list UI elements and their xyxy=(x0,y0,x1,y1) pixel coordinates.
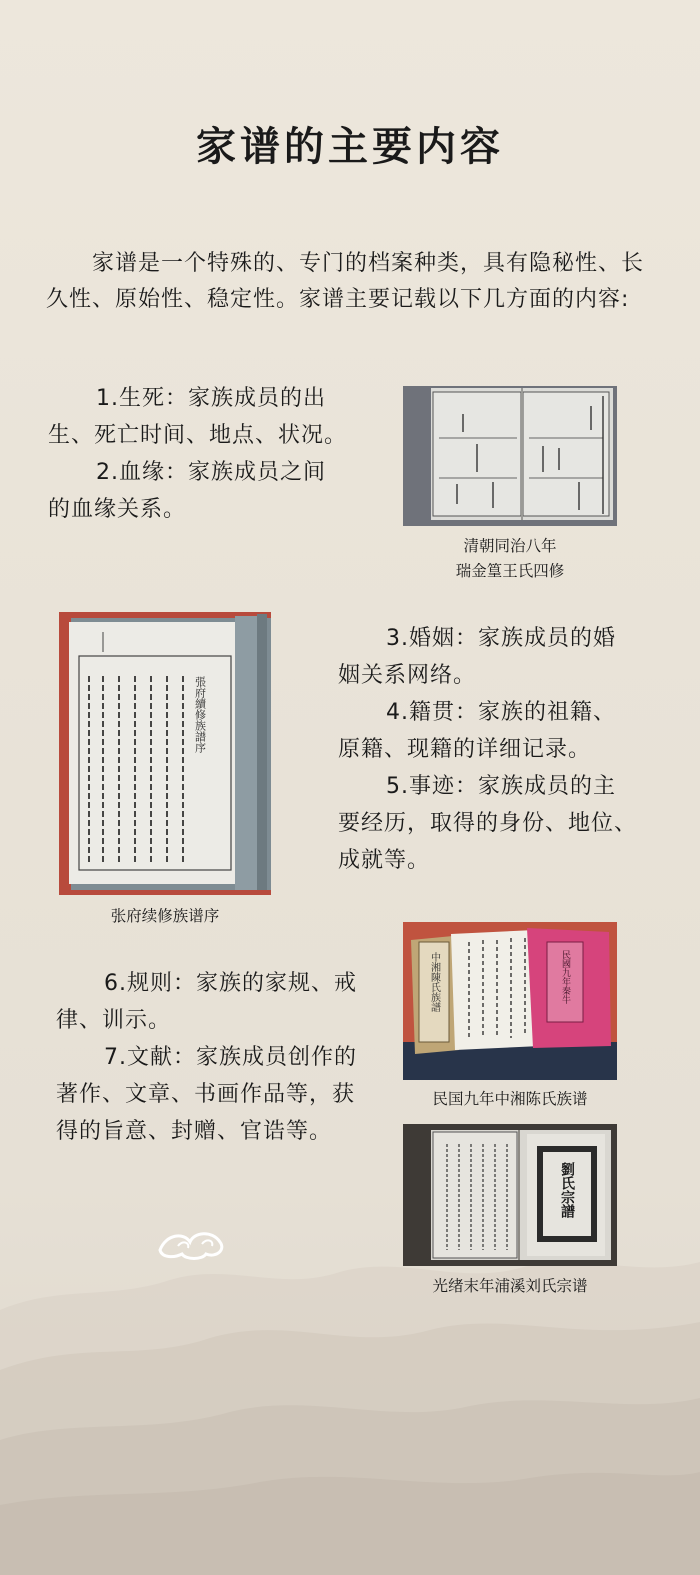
caption-photo-3: 民国九年中湘陈氏族谱 xyxy=(432,1090,588,1108)
item-literature: 7.文献：家族成员创作的著作、文章、书画作品等，获得的旨意、封赠、官诰等。 xyxy=(56,1045,357,1144)
item-native-place: 4.籍贯：家族的祖籍、原籍、现籍的详细记录。 xyxy=(338,700,616,762)
caption-photo-1: 清朝同治八年 瑞金篁王氏四修 xyxy=(455,537,565,580)
page-title: 家谱的主要内容 xyxy=(196,123,504,170)
photo-zhang-preface xyxy=(59,612,271,895)
photo-seal-title: 劉氏宗譜 xyxy=(559,1162,575,1218)
item-deeds: 5.事迹：家族成员的主要经历，取得的身份、地位、成就等。 xyxy=(338,774,638,873)
photo-book-spine: 中湘陳氏族譜 xyxy=(428,952,440,1012)
photo-preface-heading: 張府續修族譜序 xyxy=(193,676,207,753)
content-block-3 xyxy=(56,965,361,1150)
item-bloodline: 2.血缘：家族成员之间的血缘关系。 xyxy=(48,460,326,522)
photo-guangxu-liu-genealogy xyxy=(403,1124,617,1266)
content-block-1 xyxy=(48,380,348,528)
item-marriage: 3.婚姻：家族成员的婚姻关系网络。 xyxy=(338,626,616,688)
item-rules: 6.规则：家族的家规、戒律、训示。 xyxy=(56,971,357,1033)
caption-photo-4: 光绪末年浦溪刘氏宗谱 xyxy=(432,1277,588,1295)
auspicious-cloud-icon xyxy=(156,1226,228,1260)
photo-cover-label: 民國九年秦牛 xyxy=(560,950,570,1004)
caption-photo-2: 张府续修族谱序 xyxy=(110,907,220,925)
content-block-2 xyxy=(338,620,638,879)
photo-minguo-chen-genealogy xyxy=(403,922,617,1080)
item-birth-death: 1.生死：家族成员的出生、死亡时间、地点、状况。 xyxy=(48,386,348,448)
intro-paragraph: 家谱是一个特殊的、专门的档案种类，具有隐秘性、长久性、原始性、稳定性。家谱主要记载以下几方面的内容: xyxy=(46,251,645,312)
photo-tongzhi-genealogy xyxy=(403,386,617,526)
